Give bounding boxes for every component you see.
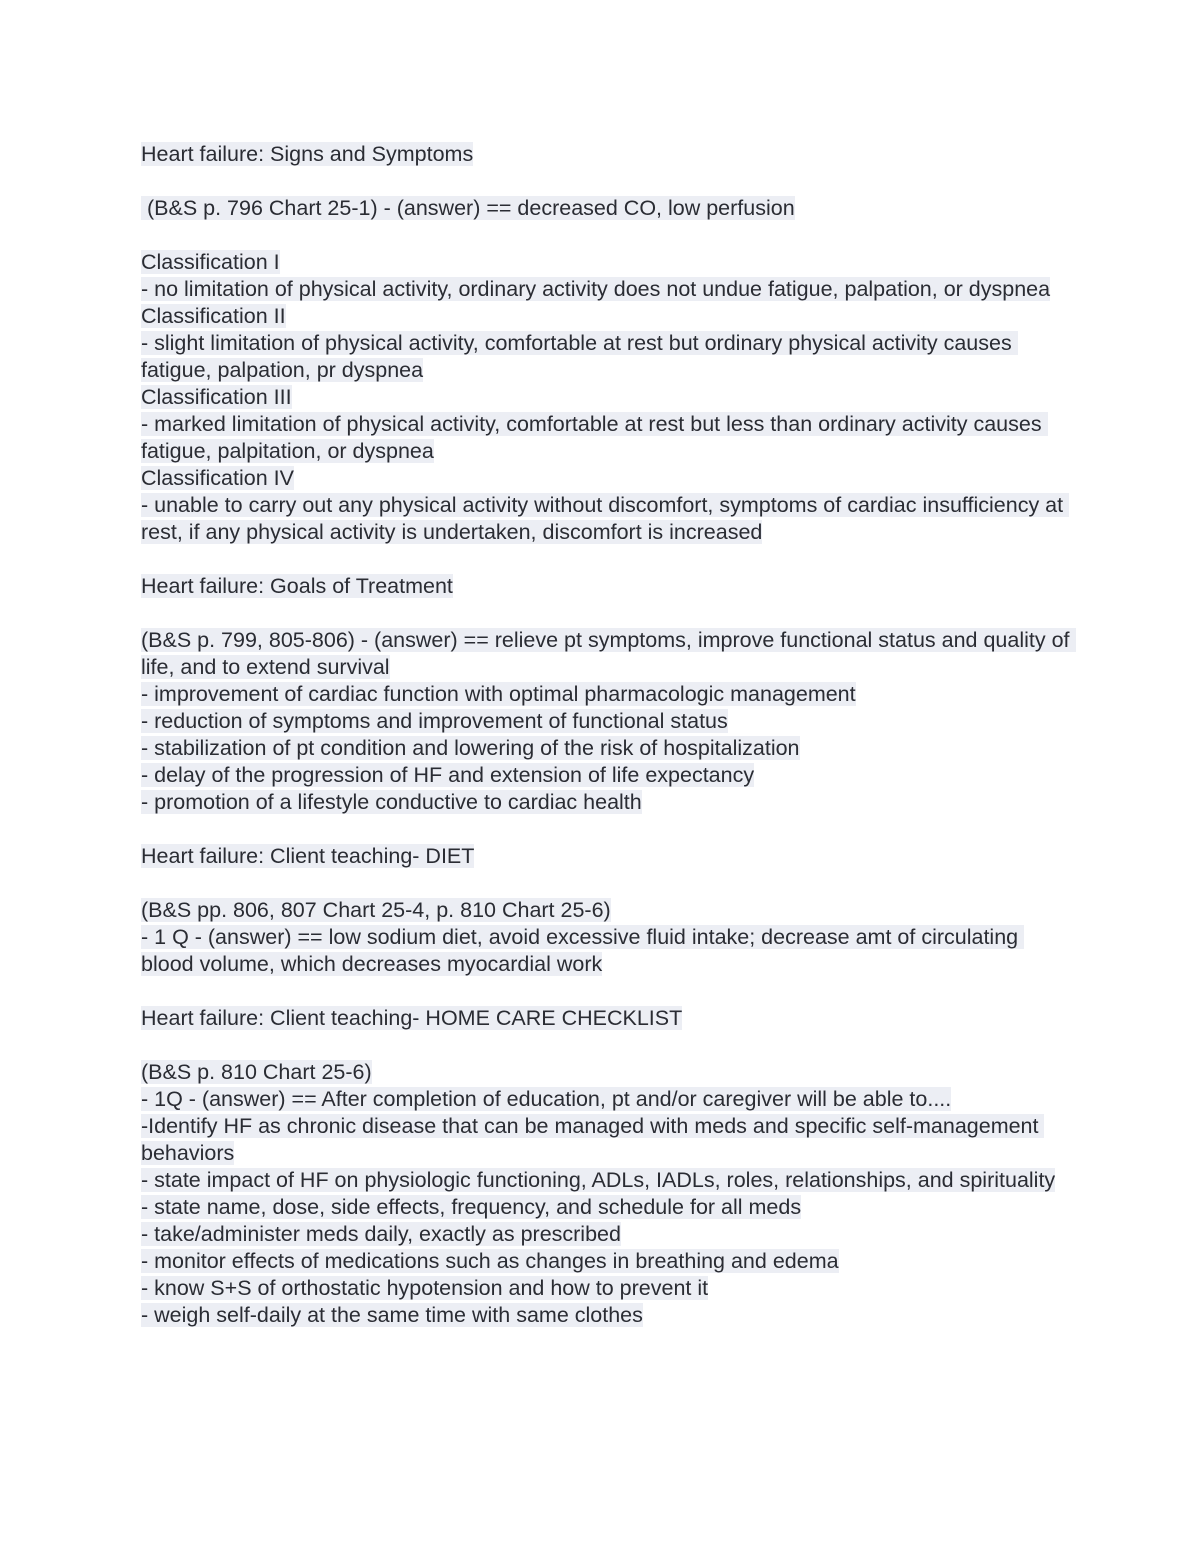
spacer [141,222,1071,249]
list-item: - take/administer meds daily, exactly as prescribed [141,1222,621,1246]
classification-heading: Classification I [141,250,280,274]
list-item: - 1 Q - (answer) == low sodium diet, avoid excessive fluid intake; decrease amt of circulating blood volume, which decreases myocardial work [141,925,1025,976]
section-title: Heart failure: Signs and Symptoms [141,142,474,166]
list-item: - delay of the progression of HF and extension of life expectancy [141,763,755,787]
reference-line: (B&S p. 796 Chart 25-1) - (answer) == decreased CO, low perfusion [141,196,795,220]
list-item: - promotion of a lifestyle conductive to cardiac health [141,790,642,814]
list-item: - know S+S of orthostatic hypotension and how to prevent it [141,1276,709,1300]
classification-text: - slight limitation of physical activity, comfortable at rest but ordinary physical activity causes fatigue, palpation, pr dyspnea [141,331,1018,382]
list-item: -Identify HF as chronic disease that can be managed with meds and specific self-management behaviors [141,1114,1045,1165]
spacer [141,600,1071,627]
list-item: - stabilization of pt condition and lowering of the risk of hospitalization [141,736,800,760]
document-page [141,141,1076,1329]
list-item: - 1Q - (answer) == After completion of education, pt and/or caregiver will be able to.... [141,1087,952,1111]
spacer [141,978,1071,1005]
reference-line: (B&S pp. 806, 807 Chart 25-4, p. 810 Chart 25-6) [141,898,611,922]
reference-line: (B&S p. 810 Chart 25-6) [141,1060,372,1084]
list-item: - state name, dose, side effects, frequency, and schedule for all meds [141,1195,802,1219]
section-title: Heart failure: Goals of Treatment [141,574,453,598]
classification-text: - marked limitation of physical activity, comfortable at rest but less than ordinary activity causes fatigue, palpitation, or dyspnea [141,412,1048,463]
classification-text: - unable to carry out any physical activity without discomfort, symptoms of cardiac insufficiency at rest, if any physical activity is undertaken, discomfort is increased [141,493,1070,544]
list-item: - improvement of cardiac function with optimal pharmacologic management [141,682,856,706]
spacer [141,546,1071,573]
section-title: Heart failure: Client teaching- HOME CARE CHECKLIST [141,1006,683,1030]
section-title: Heart failure: Client teaching- DIET [141,844,475,868]
classification-heading: Classification II [141,304,286,328]
list-item: - reduction of symptoms and improvement of functional status [141,709,728,733]
reference-line: (B&S p. 799, 805-806) - (answer) == relieve pt symptoms, improve functional status and quality of life, and to extend survival [141,628,1076,679]
classification-text: - no limitation of physical activity, ordinary activity does not undue fatigue, palpation, or dyspnea [141,277,1051,301]
classification-heading: Classification III [141,385,292,409]
classification-heading: Classification IV [141,466,294,490]
spacer [141,870,1071,897]
list-item: - monitor effects of medications such as changes in breathing and edema [141,1249,839,1273]
list-item: - weigh self-daily at the same time with same clothes [141,1303,643,1327]
spacer [141,816,1071,843]
list-item: - state impact of HF on physiologic functioning, ADLs, IADLs, roles, relationships, and spirituality [141,1168,1056,1192]
spacer [141,168,1071,195]
spacer [141,1032,1071,1059]
